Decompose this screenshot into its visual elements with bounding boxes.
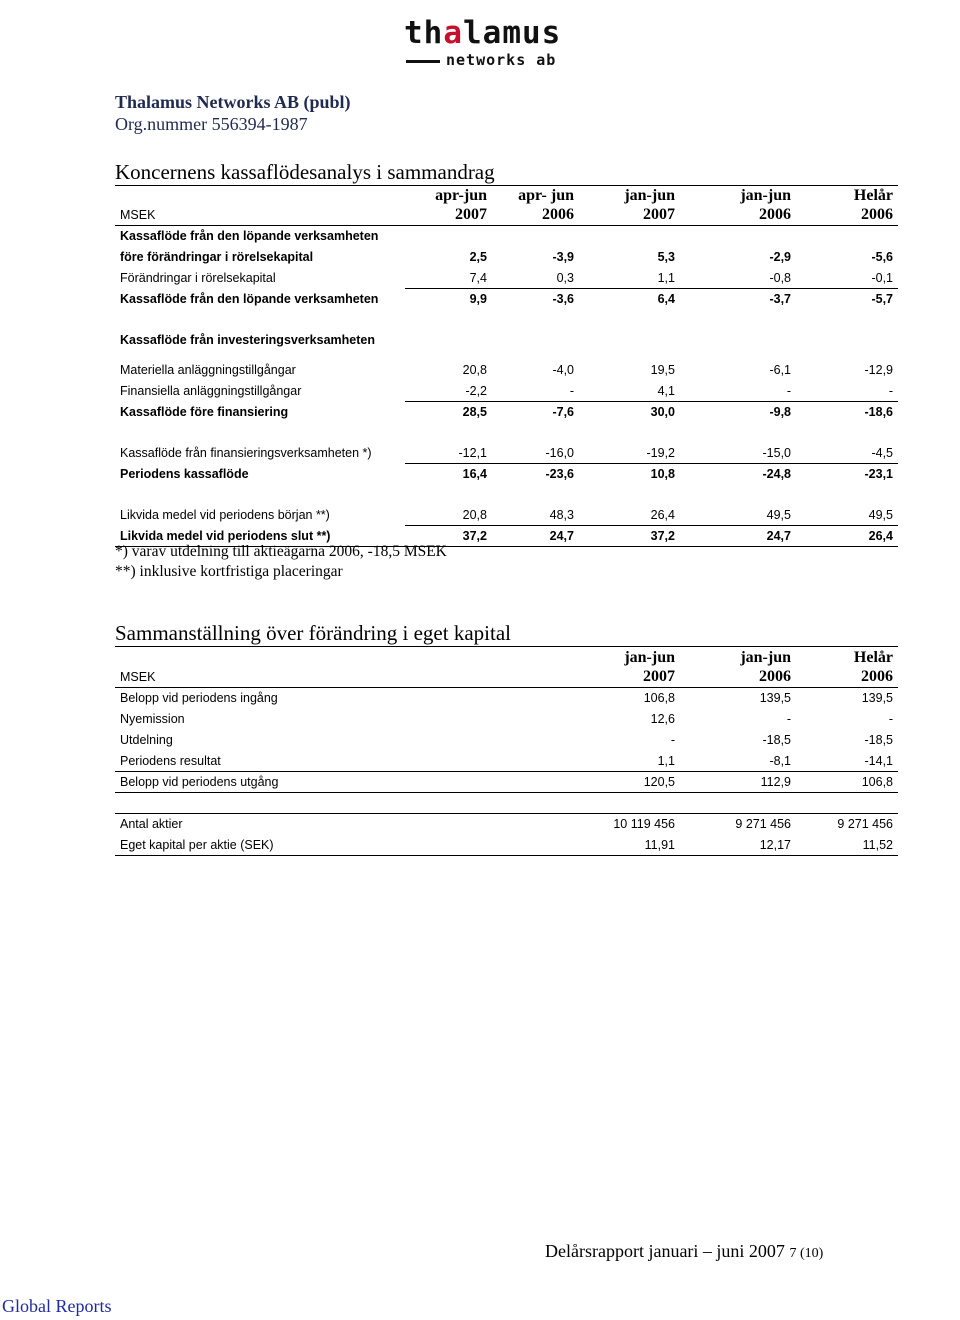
row-value: 9 271 456 bbox=[735, 817, 791, 831]
row-value: 139,5 bbox=[759, 691, 791, 705]
row-value: 19,5 bbox=[650, 363, 675, 377]
row-label: Eget kapital per aktie (SEK) bbox=[120, 838, 274, 852]
row-value: -18,5 bbox=[762, 733, 791, 747]
row-value: 26,4 bbox=[868, 529, 893, 543]
row-value: 20,8 bbox=[462, 363, 487, 377]
row-label: Likvida medel vid periodens slut **) bbox=[120, 529, 331, 543]
row-value: -9,8 bbox=[769, 405, 791, 419]
row-label: före förändringar i rörelsekapital bbox=[120, 250, 314, 264]
logo-text-accent: a bbox=[443, 15, 463, 51]
row-value: 24,7 bbox=[766, 529, 791, 543]
equity-table bbox=[115, 648, 898, 856]
table-row bbox=[115, 814, 898, 835]
row-value: -12,9 bbox=[864, 363, 893, 377]
global-reports-brand: Global Reports bbox=[2, 1296, 112, 1316]
row-value: -6,1 bbox=[769, 363, 791, 377]
equity-title: Sammanställning över förändring i eget kapital bbox=[115, 621, 511, 645]
footnote-dividend: *) varav utdelning till aktieägarna 2006, -18,5 MSEK bbox=[115, 543, 447, 560]
row-value: 24,7 bbox=[549, 529, 574, 543]
row-spacer bbox=[115, 423, 898, 443]
org-number: Org.nummer 556394-1987 bbox=[115, 114, 308, 134]
row-value: 16,4 bbox=[462, 467, 487, 481]
row-label: Belopp vid periodens ingång bbox=[120, 691, 278, 705]
row-rule bbox=[115, 792, 898, 793]
logo-text-end: lamus bbox=[463, 15, 562, 51]
logo-subtitle: networks ab bbox=[446, 51, 557, 69]
cashflow-col-header: Helår 2006 bbox=[853, 187, 893, 223]
row-value: 5,3 bbox=[657, 250, 675, 264]
row-value: 10,8 bbox=[650, 467, 675, 481]
row-value: 20,8 bbox=[462, 508, 487, 522]
row-label: Belopp vid periodens utgång bbox=[120, 775, 279, 789]
table-row bbox=[115, 330, 898, 351]
row-value: 7,4 bbox=[469, 271, 487, 285]
table-row bbox=[115, 505, 898, 526]
row-value: -16,0 bbox=[545, 446, 574, 460]
table-row bbox=[115, 751, 898, 772]
row-value: -0,8 bbox=[769, 271, 791, 285]
row-value: 49,5 bbox=[766, 508, 791, 522]
row-value: 2,5 bbox=[469, 250, 487, 264]
row-value: -0,1 bbox=[871, 271, 893, 285]
row-value: - bbox=[888, 384, 893, 398]
row-value: -2,2 bbox=[465, 384, 487, 398]
table-row bbox=[115, 772, 898, 793]
row-value: -19,2 bbox=[646, 446, 675, 460]
row-value: 106,8 bbox=[643, 691, 675, 705]
row-value: -23,1 bbox=[864, 467, 893, 481]
logo-text-start: th bbox=[404, 15, 444, 51]
row-value: -5,7 bbox=[871, 292, 893, 306]
row-value: 6,4 bbox=[657, 292, 675, 306]
row-value: 49,5 bbox=[868, 508, 893, 522]
row-label: Kassaflöde från den löpande verksamheten bbox=[120, 292, 379, 306]
table-row bbox=[115, 226, 898, 247]
row-value: -18,5 bbox=[864, 733, 893, 747]
table-row bbox=[115, 730, 898, 751]
cashflow-unit: MSEK bbox=[120, 208, 156, 222]
company-name: Thalamus Networks AB (publ) bbox=[115, 92, 351, 112]
row-rule bbox=[115, 813, 898, 814]
page-footer bbox=[545, 1241, 823, 1262]
equity-unit: MSEK bbox=[120, 670, 156, 684]
row-value: -23,6 bbox=[545, 467, 574, 481]
cashflow-col-header: apr-jun 2007 bbox=[435, 187, 487, 223]
cashflow-col-header: jan-jun 2006 bbox=[740, 187, 791, 223]
row-value: 12,6 bbox=[650, 712, 675, 726]
row-label: Utdelning bbox=[120, 733, 173, 747]
table-row bbox=[115, 464, 898, 485]
row-value: - bbox=[888, 712, 893, 726]
row-value: 106,8 bbox=[861, 775, 893, 789]
row-spacer bbox=[115, 310, 898, 330]
row-value: 0,3 bbox=[556, 271, 574, 285]
row-value: 11,52 bbox=[862, 838, 893, 852]
row-value: 120,5 bbox=[643, 775, 675, 789]
row-value: -5,6 bbox=[871, 250, 893, 264]
cashflow-table bbox=[115, 186, 898, 547]
row-rule bbox=[115, 855, 898, 856]
logo-wordmark bbox=[404, 16, 564, 50]
cashflow-col-header: jan-jun 2007 bbox=[624, 187, 675, 223]
row-value: 12,17 bbox=[759, 838, 791, 852]
row-label: Periodens resultat bbox=[120, 754, 221, 768]
equity-title-rule bbox=[115, 646, 898, 647]
row-value: 37,2 bbox=[650, 529, 675, 543]
table-row bbox=[115, 289, 898, 310]
row-label: Materiella anläggningstillgångar bbox=[120, 363, 296, 377]
row-value: -24,8 bbox=[762, 467, 791, 481]
row-label: Finansiella anläggningstillgångar bbox=[120, 384, 302, 398]
row-spacer bbox=[115, 351, 898, 360]
table-row bbox=[115, 688, 898, 709]
equity-col-header: jan-jun 2006 bbox=[740, 649, 791, 685]
row-value: 26,4 bbox=[650, 508, 675, 522]
report-title: Delårsrapport januari – juni 2007 bbox=[545, 1241, 785, 1261]
cashflow-body bbox=[115, 226, 898, 547]
row-label: Kassaflöde från den löpande verksamheten bbox=[120, 229, 379, 243]
equity-header bbox=[115, 648, 898, 688]
row-value: -14,1 bbox=[864, 754, 893, 768]
row-label: Kassaflöde från finansieringsverksamheten *) bbox=[120, 446, 372, 460]
row-label: Kassaflöde före finansiering bbox=[120, 405, 289, 419]
row-value: -3,6 bbox=[552, 292, 574, 306]
row-value: 48,3 bbox=[549, 508, 574, 522]
row-value: 28,5 bbox=[462, 405, 487, 419]
row-value: -4,0 bbox=[552, 363, 574, 377]
row-value: -4,5 bbox=[871, 446, 893, 460]
row-label: Periodens kassaflöde bbox=[120, 467, 249, 481]
row-value: -15,0 bbox=[762, 446, 791, 460]
row-value: 30,0 bbox=[650, 405, 675, 419]
row-value: 1,1 bbox=[657, 271, 675, 285]
row-spacer bbox=[115, 485, 898, 505]
equity-col-header: Helår 2006 bbox=[853, 649, 893, 685]
table-row bbox=[115, 247, 898, 268]
equity-body bbox=[115, 688, 898, 856]
table-row bbox=[115, 835, 898, 856]
table-row bbox=[115, 402, 898, 423]
row-value: - bbox=[786, 384, 791, 398]
row-value: -2,9 bbox=[769, 250, 791, 264]
table-row bbox=[115, 268, 898, 289]
row-value: 112,9 bbox=[760, 775, 791, 789]
table-row bbox=[115, 381, 898, 402]
row-value: -3,9 bbox=[552, 250, 574, 264]
row-value: 9,9 bbox=[469, 292, 487, 306]
page-number: 7 (10) bbox=[789, 1246, 824, 1261]
table-row bbox=[115, 709, 898, 730]
row-value: -18,6 bbox=[864, 405, 893, 419]
row-label: Antal aktier bbox=[120, 817, 183, 831]
row-value: -8,1 bbox=[769, 754, 791, 768]
table-row bbox=[115, 360, 898, 381]
row-spacer bbox=[115, 793, 898, 814]
cashflow-header bbox=[115, 186, 898, 226]
row-value: - bbox=[670, 733, 675, 747]
row-value: - bbox=[786, 712, 791, 726]
row-value: 37,2 bbox=[462, 529, 487, 543]
equity-col-header: jan-jun 2007 bbox=[624, 649, 675, 685]
footnote-cash: **) inklusive kortfristiga placeringar bbox=[115, 563, 343, 580]
row-value: 1,1 bbox=[657, 754, 675, 768]
row-value: -12,1 bbox=[458, 446, 487, 460]
row-label: Likvida medel vid periodens början **) bbox=[120, 508, 330, 522]
row-value: - bbox=[569, 384, 574, 398]
row-value: 11,91 bbox=[644, 838, 675, 852]
cashflow-col-header: apr- jun 2006 bbox=[518, 187, 574, 223]
row-value: -7,6 bbox=[552, 405, 574, 419]
row-value: 4,1 bbox=[657, 384, 675, 398]
row-value: 9 271 456 bbox=[837, 817, 893, 831]
row-label: Kassaflöde från investeringsverksamheten bbox=[120, 333, 375, 347]
row-rule bbox=[115, 687, 898, 688]
table-row bbox=[115, 443, 898, 464]
row-value: 139,5 bbox=[861, 691, 893, 705]
row-label: Förändringar i rörelsekapital bbox=[120, 271, 276, 285]
cashflow-title: Koncernens kassaflödesanalys i sammandrag bbox=[115, 160, 495, 184]
row-value: 10 119 456 bbox=[613, 817, 675, 831]
logo-dash bbox=[406, 60, 440, 63]
row-value: -3,7 bbox=[769, 292, 791, 306]
row-label: Nyemission bbox=[120, 712, 185, 726]
row-rule bbox=[115, 225, 898, 226]
thalamus-logo bbox=[404, 16, 564, 74]
